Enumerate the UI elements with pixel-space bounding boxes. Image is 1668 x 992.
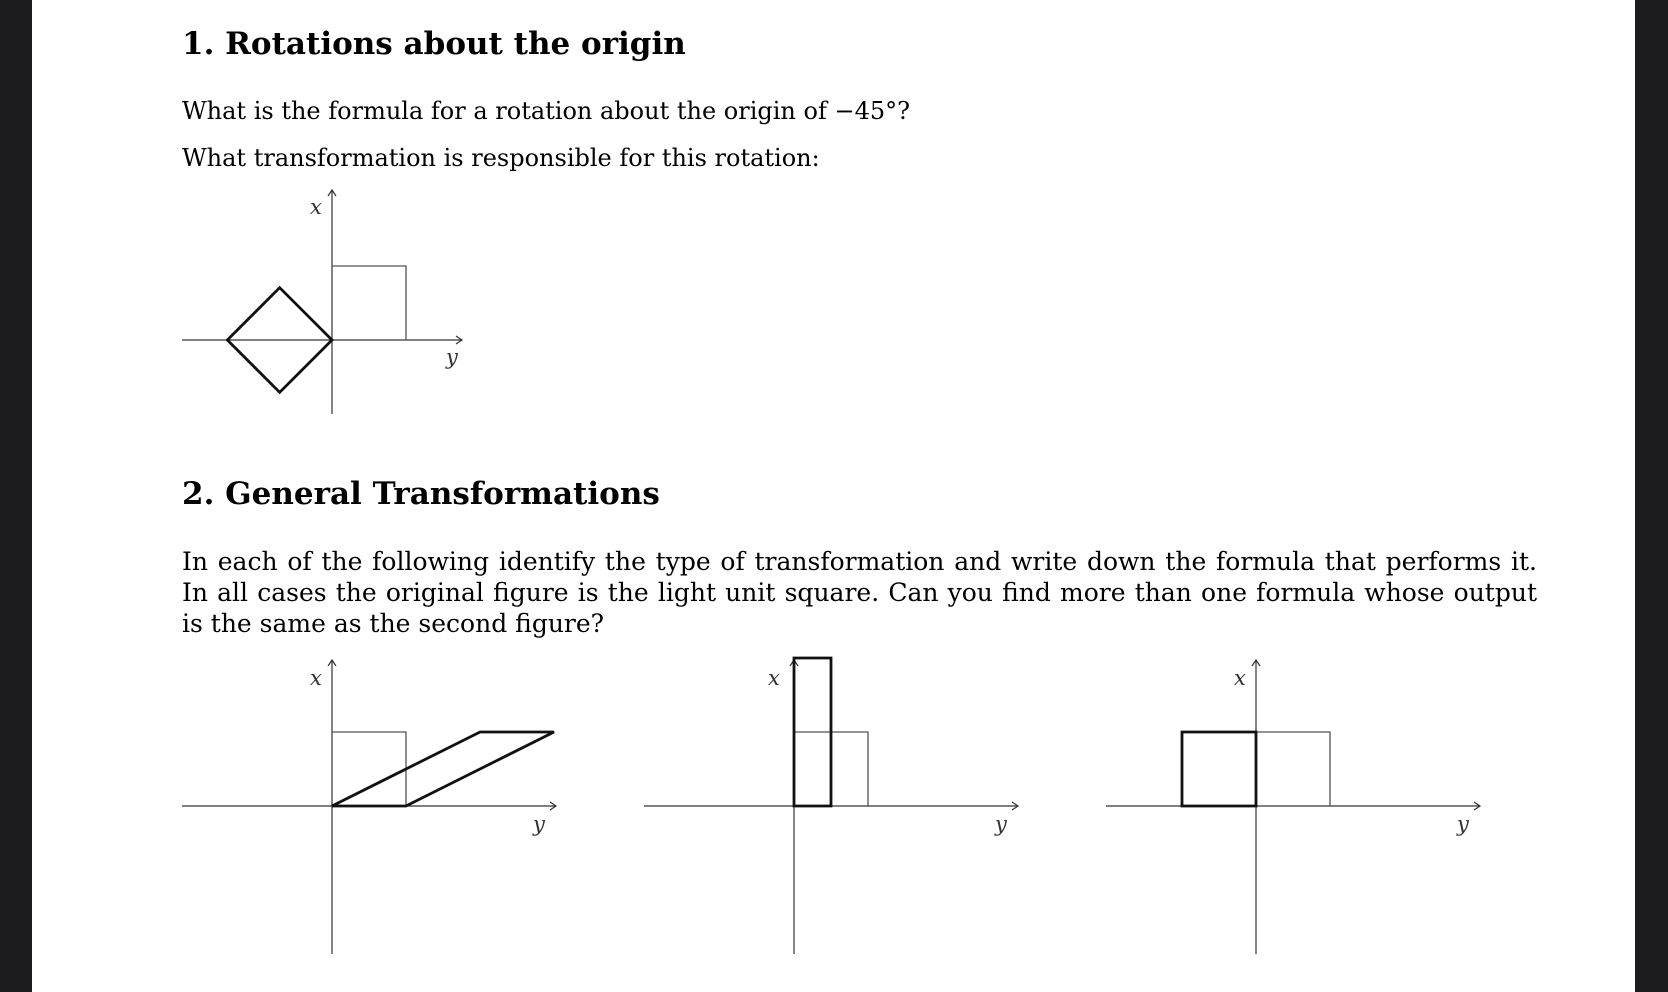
shear-shapes	[332, 732, 554, 806]
transformed-figure	[1182, 732, 1256, 806]
reflection-figure	[1106, 652, 1506, 957]
rotation-shapes	[227, 266, 406, 392]
vertical-axis-label: x	[1234, 666, 1246, 690]
worksheet-page	[32, 0, 1635, 992]
vertical-axis-label: x	[768, 666, 780, 690]
question-rotation-transformation: What transformation is responsible for this rotation:	[182, 144, 820, 172]
stretch-shapes	[794, 658, 868, 806]
original-unit-square	[332, 266, 406, 340]
horizontal-axis-label: y	[995, 812, 1007, 836]
question-rotation-formula: What is the formula for a rotation about the origin of −45°?	[182, 97, 910, 125]
rotation-figure	[182, 186, 482, 416]
horizontal-axis-label: y	[446, 345, 458, 369]
vertical-axis-label: x	[310, 195, 322, 219]
horizontal-axis-label: y	[533, 812, 545, 836]
section-2-title: 2. General Transformations	[182, 476, 660, 512]
section-1-title: 1. Rotations about the origin	[182, 26, 686, 62]
vertical-axis-label: x	[310, 666, 322, 690]
reflection-shapes	[1182, 732, 1330, 806]
original-unit-square	[332, 732, 406, 806]
horizontal-axis-label: y	[1457, 812, 1469, 836]
transformed-figure	[332, 732, 554, 806]
stretch-figure	[644, 652, 1044, 957]
instructions-paragraph: In each of the following identify the type of transformation and write down the formula that performs it. In all cases the original figure is the light unit square. Can you find more than one formula whose output is the same as the second figure?	[182, 547, 1537, 638]
shear-figure	[182, 652, 582, 957]
original-unit-square	[1256, 732, 1330, 806]
